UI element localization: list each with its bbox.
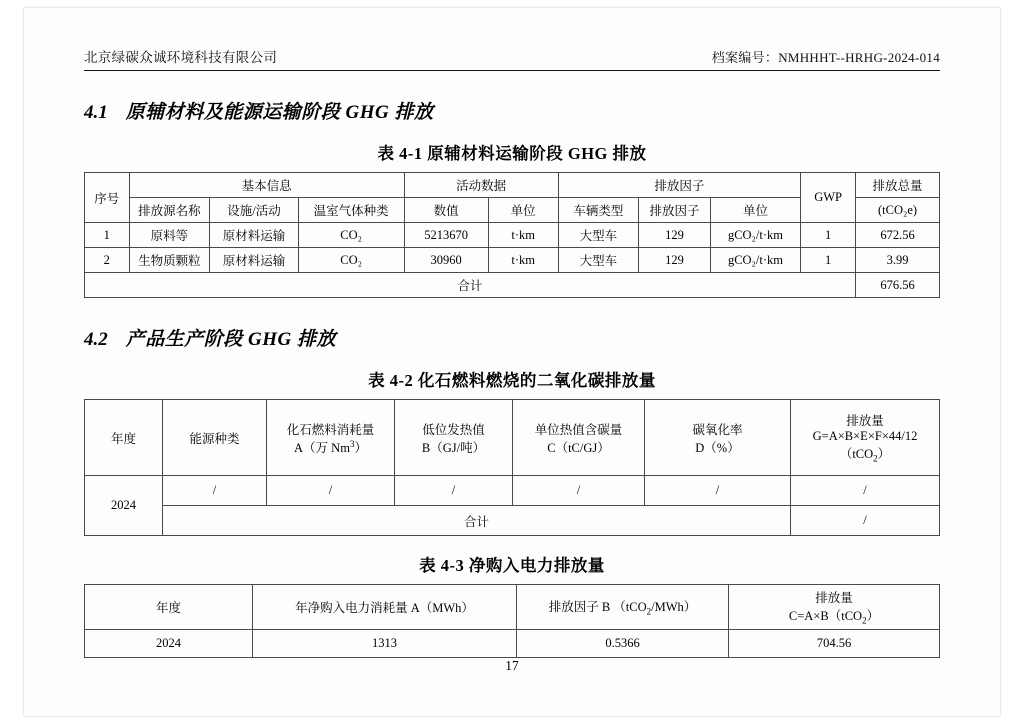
- cell-sum-label: 合计: [163, 506, 791, 536]
- th-energy-type: 能源种类: [163, 400, 267, 476]
- cell-gas: CO₂: [298, 223, 404, 248]
- section-heading-4-2: [84, 324, 940, 351]
- th-fuel-consumption: 化石燃料消耗量 A（万 Nm$^3$）: [267, 400, 395, 476]
- table-row: [85, 585, 940, 630]
- th-factor-unit: 单位: [710, 198, 800, 223]
- page-number: 17: [505, 658, 519, 673]
- table-row: [85, 629, 940, 657]
- th-gas-type: 温室气体种类: [298, 198, 404, 223]
- table2-caption: 表 4-2 化石燃料燃烧的二氧化碳排放量: [368, 371, 656, 390]
- section-number: 4.1: [84, 102, 108, 123]
- table-row-total: [85, 506, 940, 536]
- cell-heating-value: /: [395, 476, 513, 506]
- cell-vehicle: 大型车: [558, 248, 639, 273]
- cell-gwp: 1: [801, 223, 856, 248]
- cell-carbon-content: /: [513, 476, 645, 506]
- table-fossil-fuel-emissions: [84, 399, 940, 536]
- th-total-unit: (tCO₂e): [856, 198, 940, 223]
- cell-value: 5213670: [404, 223, 488, 248]
- cell-energy-type: /: [163, 476, 267, 506]
- table-row: [85, 248, 940, 273]
- cell-factor-unit: gCO₂/t·km: [710, 248, 800, 273]
- cell-factor: 129: [639, 223, 711, 248]
- cell-sum-value: /: [791, 506, 940, 536]
- cell-fuel-consumption: /: [267, 476, 395, 506]
- th-year: 年度: [85, 400, 163, 476]
- cell-source: 原料等: [129, 223, 210, 248]
- th-oxidation-rate: 碳氧化率 D（%）: [645, 400, 791, 476]
- cell-year: 2024: [85, 629, 253, 657]
- cell-sum-label: 合计: [85, 273, 856, 298]
- table-row: [85, 476, 940, 506]
- th-value: 数值: [404, 198, 488, 223]
- section-title: 原辅材料及能源运输阶段 GHG 排放: [125, 102, 434, 123]
- cell-emission: 704.56: [729, 629, 940, 657]
- table3-caption: 表 4-3 净购入电力排放量: [419, 556, 605, 575]
- section-heading-4-1: [84, 97, 940, 124]
- th-emission-factor: 排放因子 B （tCO$_2$/MWh）: [517, 585, 729, 630]
- cell-oxidation-rate: /: [645, 476, 791, 506]
- cell-no: 1: [85, 223, 130, 248]
- table-transport-emissions: [84, 172, 940, 298]
- section-title: 产品生产阶段 GHG 排放: [125, 329, 336, 350]
- cell-no: 2: [85, 248, 130, 273]
- cell-total: 672.56: [856, 223, 940, 248]
- th-electricity-consumption: 年净购入电力消耗量 A（MWh）: [253, 585, 517, 630]
- table-row: [85, 173, 940, 198]
- cell-facility: 原材料运输: [210, 248, 298, 273]
- th-activity-data: 活动数据: [404, 173, 558, 198]
- th-total-emission: 排放总量: [856, 173, 940, 198]
- table-purchased-electricity-emissions: [84, 584, 940, 658]
- th-factor: 排放因子: [639, 198, 711, 223]
- cell-emission: /: [791, 476, 940, 506]
- th-heating-value: 低位发热值 B（GJ/吨）: [395, 400, 513, 476]
- cell-unit: t·km: [488, 248, 558, 273]
- cell-sum-value: 676.56: [856, 273, 940, 298]
- cell-facility: 原材料运输: [210, 223, 298, 248]
- page-content: [84, 46, 940, 673]
- table1-caption: 表 4-1 原辅材料运输阶段 GHG 排放: [377, 144, 647, 163]
- table-row-total: [85, 273, 940, 298]
- th-no: 序号: [85, 173, 130, 223]
- cell-factor: 0.5366: [517, 629, 729, 657]
- table-row: [85, 223, 940, 248]
- cell-gwp: 1: [801, 248, 856, 273]
- cell-unit: t·km: [488, 223, 558, 248]
- page-sheet: [24, 8, 1000, 716]
- cell-consumption: 1313: [253, 629, 517, 657]
- th-facility: 设施/活动: [210, 198, 298, 223]
- cell-vehicle: 大型车: [558, 223, 639, 248]
- cell-gas: CO₂: [298, 248, 404, 273]
- table-row: [85, 400, 940, 476]
- th-basic-info: 基本信息: [129, 173, 404, 198]
- th-year: 年度: [85, 585, 253, 630]
- th-carbon-content: 单位热值含碳量 C（tC/GJ）: [513, 400, 645, 476]
- section-number: 4.2: [84, 329, 108, 350]
- cell-factor-unit: gCO₂/t·km: [710, 223, 800, 248]
- header-company: 北京绿碳众诚环境科技有限公司: [84, 50, 278, 65]
- page-header: [84, 46, 940, 71]
- header-archive-number: 档案编号：NMHHHT--HRHG-2024-014: [711, 50, 940, 65]
- cell-value: 30960: [404, 248, 488, 273]
- th-emission: 排放量 G=A×B×E×F×44/12 （tCO$_2$）: [791, 400, 940, 476]
- cell-factor: 129: [639, 248, 711, 273]
- th-gwp: GWP: [801, 173, 856, 223]
- th-unit: 单位: [488, 198, 558, 223]
- th-emission: 排放量 C=A×B（tCO$_2$）: [729, 585, 940, 630]
- cell-total: 3.99: [856, 248, 940, 273]
- cell-source: 生物质颗粒: [129, 248, 210, 273]
- th-source-name: 排放源名称: [129, 198, 210, 223]
- th-emission-factor: 排放因子: [558, 173, 801, 198]
- cell-year: 2024: [85, 476, 163, 536]
- th-vehicle-type: 车辆类型: [558, 198, 639, 223]
